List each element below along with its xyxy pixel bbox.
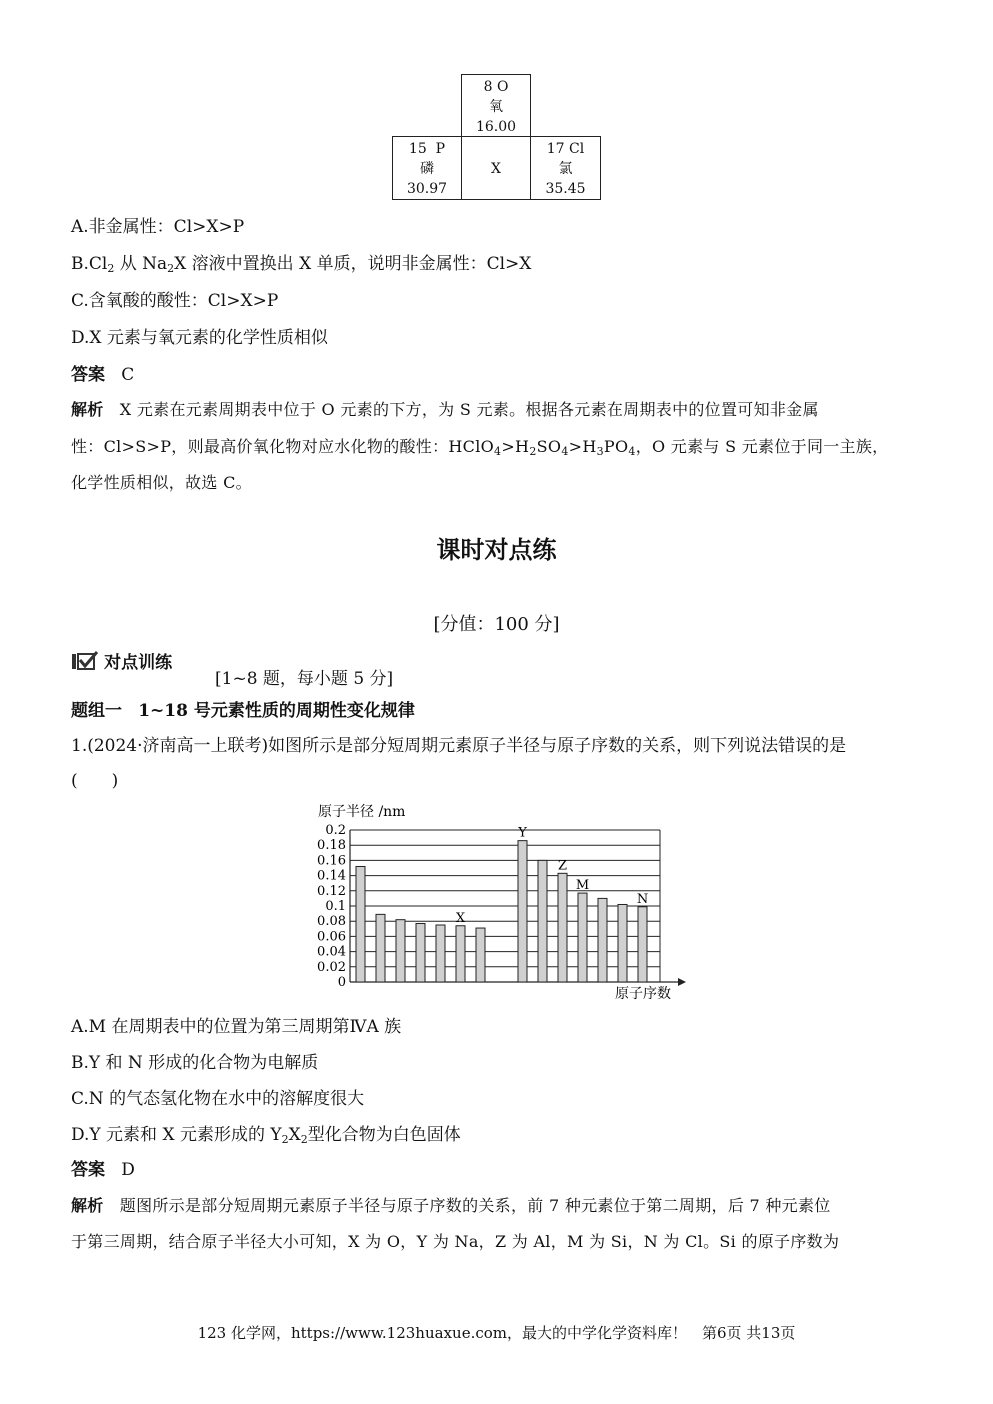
practice-header [71, 648, 173, 673]
element-cell-phosphorus [392, 136, 462, 200]
q1-option-c: C.N 的气态氢化物在水中的溶解度很大 [71, 1089, 365, 1109]
y-tick-label: 0.08 [317, 914, 346, 930]
radius-bar [638, 907, 647, 982]
chart-ticks [317, 823, 346, 990]
answer-value: C [121, 365, 135, 385]
page-footer: 123 化学网，https://www.123huaxue.com，最大的中学化学资料库！ 第6页 共13页 [197, 1324, 796, 1342]
q1-option-b: B.Y 和 N 形成的化合物为电解质 [71, 1053, 319, 1073]
oxygen-name: 氧 [489, 99, 503, 115]
q0-option-d: D.X 元素与氧元素的化学性质相似 [71, 328, 328, 348]
radius-bar [456, 926, 465, 982]
y-tick-label: 0.16 [317, 853, 346, 869]
chlorine-symbol: Cl [569, 141, 585, 157]
oxygen-number: 8 [483, 79, 493, 95]
q1-option-a: A.M 在周期表中的位置为第三周期第ⅣA 族 [71, 1017, 402, 1037]
y-tick-label: 0.04 [317, 944, 346, 960]
y-axis-label: 原子半径 /nm [318, 804, 406, 820]
radius-bar [436, 925, 445, 982]
x-axis-label: 原子序数 [615, 986, 671, 1002]
bar-label-Z: Z [557, 858, 568, 874]
group-label: 题组一 [71, 701, 122, 721]
q0-explanation-line2: 性：Cl>S>P，则最高价氧化物对应水化物的酸性：$HClO_4>H_2SO_4>H_3PO_4$，O 元素与 S 元素位于同一主族， [71, 437, 889, 458]
phosphorus-symbol: P [435, 141, 446, 157]
section-title: 课时对点练 [436, 536, 557, 564]
radius-bar [476, 928, 485, 982]
answer-label: 答案 [71, 1160, 105, 1180]
q1-answer [71, 1159, 135, 1181]
oxygen-symbol: O [496, 79, 509, 95]
q0-explanation-line3: 化学性质相似，故选 C。 [71, 473, 252, 492]
q0-option-a: A.非金属性：Cl>X>P [71, 217, 245, 237]
y-tick-label: 0.14 [317, 868, 346, 884]
group-title: 1~18 号元素性质的周期性变化规律 [138, 701, 415, 721]
y-tick-label: 0 [337, 975, 346, 990]
y-tick-label: 0.18 [317, 838, 346, 854]
element-cell-x [461, 136, 531, 200]
radius-bar [356, 866, 365, 982]
q0-explanation-line1: 解析 X 元素在元素周期表中位于 O 元素的下方，为 S 元素。根据各元素在周期表中的位置可知非金属 [71, 400, 819, 419]
x-axis-arrow [678, 978, 686, 986]
radius-bar [376, 914, 385, 982]
chlorine-name: 氯 [558, 161, 573, 177]
q1-stem-line1: 1.(2024·济南高一上联考)如图所示是部分短周期元素原子半径与原子序数的关系，则下列说法错误的是 [71, 736, 847, 756]
atomic-radius-chart [300, 798, 690, 1008]
radius-bar [618, 904, 627, 982]
bar-label-X: X [455, 910, 466, 926]
q1-explanation-line2: 于第三周期，结合原子半径大小可知，X 为 O，Y 为 Na，Z 为 Al，M 为 Si，N 为 Cl。Si 的原子序数为 [71, 1232, 840, 1251]
bar-label-N: N [636, 891, 649, 907]
q1-explanation-line1: 解析 题图所示是部分短周期元素原子半径与原子序数的关系，前 7 种元素位于第二周期，后 7 种元素位 [71, 1196, 831, 1215]
radius-bar [578, 893, 587, 982]
radius-bar [558, 873, 567, 982]
bar-label-M: M [575, 878, 590, 894]
phosphorus-number: 15 [408, 141, 427, 157]
oxygen-mass: 16.00 [475, 119, 517, 135]
score-label: [分值：100 分] [433, 614, 560, 635]
radius-bar [538, 860, 547, 982]
radius-bar [396, 920, 405, 982]
checkbox-icon [71, 651, 99, 671]
element-cell-oxygen [461, 74, 531, 137]
q1-option-d: D.Y 元素和 X 元素形成的 $Y_2X_2$型化合物为白色固体 [71, 1125, 461, 1146]
phosphorus-name: 磷 [420, 161, 434, 177]
phosphorus-mass: 30.97 [406, 181, 448, 197]
chart-bars [356, 841, 647, 982]
x-symbol: X [491, 161, 501, 177]
answer-label: 答案 [71, 365, 105, 385]
radius-bar [598, 898, 607, 982]
q0-answer [71, 364, 134, 386]
group-heading [71, 700, 415, 722]
practice-label: 对点训练 [104, 653, 173, 673]
element-cell-chlorine [530, 136, 601, 200]
practice-range: [1~8 题，每小题 5 分] [215, 669, 394, 689]
y-tick-label: 0.2 [325, 823, 346, 838]
radius-bar [416, 923, 425, 982]
q1-stem-line2: ( ) [71, 771, 119, 791]
y-tick-label: 0.02 [317, 959, 346, 975]
chlorine-mass: 35.45 [545, 181, 586, 197]
q0-option-b: $B.Cl_2$ 从 $Na_2X$ 溶液中置换出 X 单质，说明非金属性：Cl>X [71, 254, 532, 275]
answer-value: D [121, 1160, 135, 1180]
y-tick-label: 0.12 [317, 883, 346, 899]
radius-bar [518, 841, 527, 982]
y-tick-label: 0.06 [317, 929, 346, 945]
q0-option-c: C.含氧酸的酸性：Cl>X>P [71, 291, 279, 311]
bar-label-Y: Y [518, 825, 527, 841]
y-tick-label: 0.1 [325, 899, 346, 914]
chlorine-number: 17 [546, 141, 565, 157]
